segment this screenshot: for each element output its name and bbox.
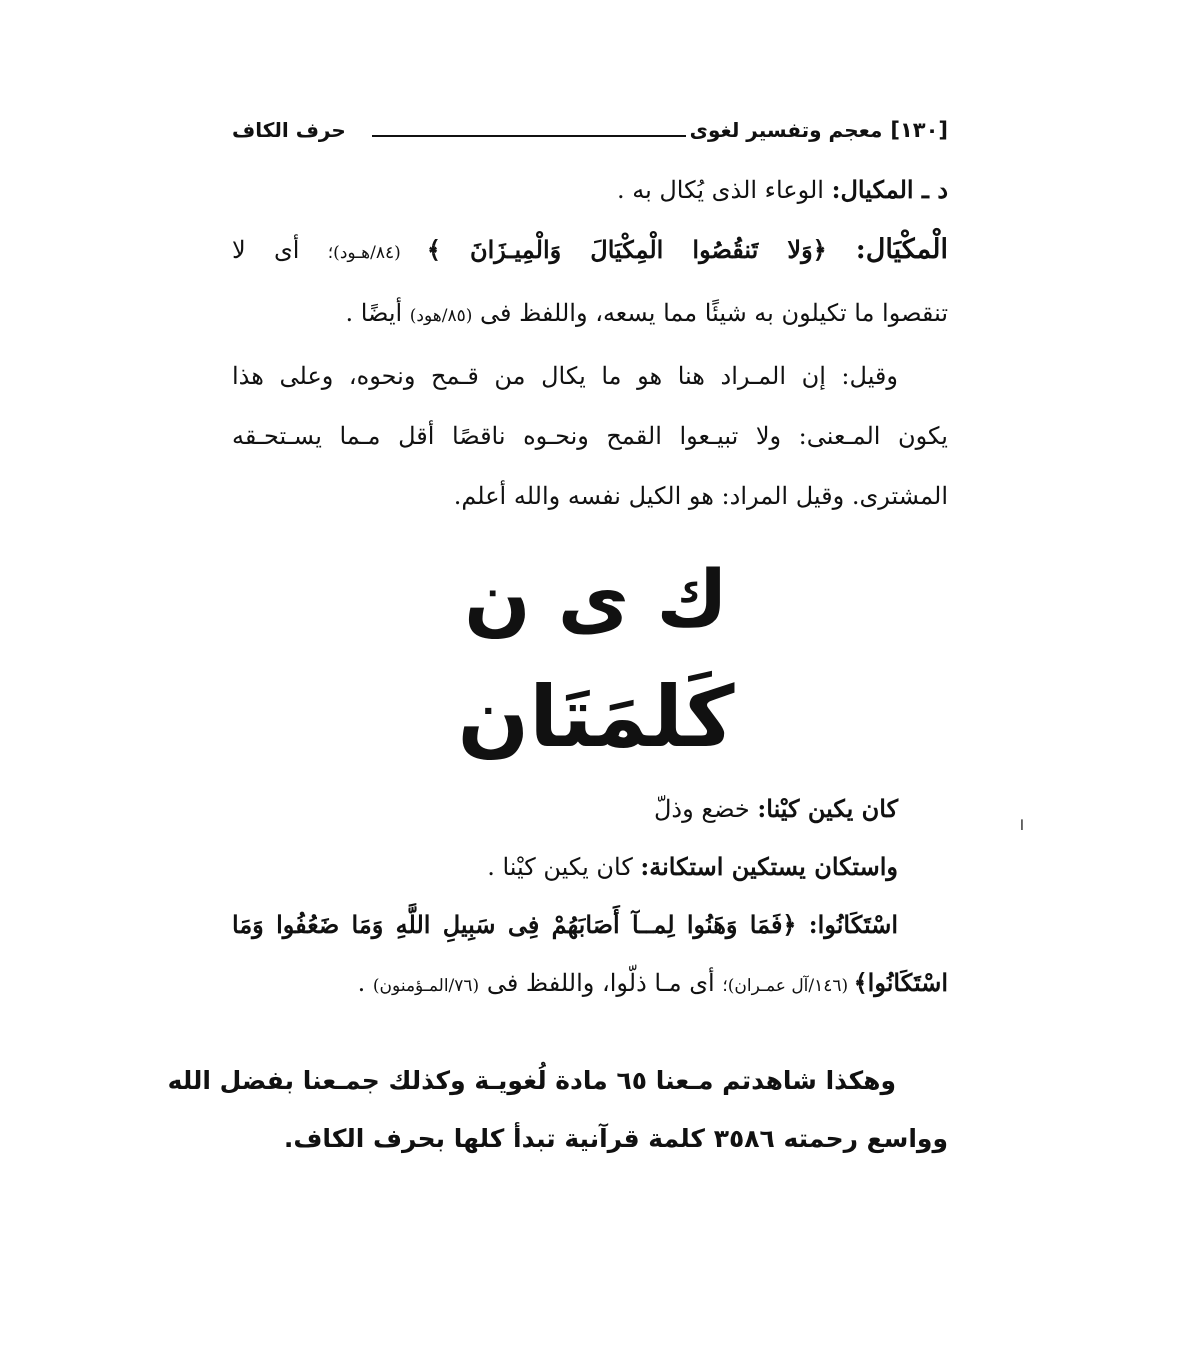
closing-line-1: وهكذا شاهدتم مـعنا ٦٥ مادة لُغويـة وكذلك جمـعنا بفضل الله [167, 1066, 896, 1095]
line-text: أى مـا ذلّوا، واللفظ فى [479, 969, 723, 997]
section-title: حرف الكاف [232, 118, 346, 142]
verse-reference: (٧٦/المـؤمنون) [372, 976, 480, 996]
headword: الْمكْيَال: [855, 234, 948, 265]
line-end: أى لا [232, 236, 328, 264]
mikyal-line-5: المشترى. وقيل المراد: هو الكيل نفسه والله أعلم. [453, 482, 948, 510]
book-title: معجم وتفسير لغوى [689, 118, 883, 142]
header-rule [372, 123, 686, 137]
line-end: . [357, 969, 373, 997]
sub-text: الوعاء الذى يُكال به . [616, 176, 832, 204]
verse-reference: (١٤٦/آل عمـران)؛ [722, 976, 854, 996]
quran-verse: اسْتَكَانُوا﴾ [853, 968, 948, 997]
quran-verse: ﴿فَمَا وَهَنُوا لِمــآ أَصَابَهُمْ فِى سَبِيلِ اللَّهِ وَمَا ضَعُفُوا وَمَا [232, 910, 809, 939]
kyn-line-4 [232, 954, 948, 1015]
definition: خضع وذلّ [653, 795, 758, 823]
entry-kyn [232, 780, 948, 1015]
margin-mark: ا [1020, 818, 1024, 834]
closing-line-2: وواسع رحمته ٣٥٨٦ كلمة قرآنية تبدأ كلها بحرف الكاف. [283, 1124, 948, 1153]
mikyal-line-2 [232, 283, 948, 346]
entry-mikyal [232, 160, 948, 526]
running-header [232, 110, 948, 150]
sub-label: د ـ المكيال: [831, 175, 948, 204]
definition: كان يكين كيْنا . [487, 853, 641, 881]
headword: اسْتَكَانُوا: [808, 910, 898, 939]
kyn-line-2 [232, 838, 948, 896]
verse-reference: (٨٤/هـود)؛ [327, 243, 427, 263]
headword: كان يكين كيْنا: [757, 794, 898, 823]
kyn-line-3 [232, 896, 948, 954]
mikyal-definition-line [232, 160, 948, 220]
mikyal-verse-line [232, 220, 948, 283]
mikyal-line-3: وقيل: إن المـراد هنا هو ما يكال من قـمح ونحوه، وعلى هذا [232, 362, 898, 390]
line-text: تنقصوا ما تكيلون به شيئًا مما يسعه، واللفظ فى [472, 299, 948, 327]
quran-verse: ﴿وَلا تَنقُصُوا الْمِكْيَالَ وَالْمِيـزَانَ ﴾ [426, 235, 856, 264]
line-end: أيضًا . [345, 299, 410, 327]
root-word-count: كَلمَتَان [457, 668, 735, 766]
root-letters: ك ى ن [464, 555, 728, 645]
verse-reference: (٨٥/هود) [409, 306, 473, 326]
closing-summary [167, 1052, 948, 1168]
page-number: [١٣٠] [890, 118, 948, 142]
kyn-line-1 [232, 780, 948, 838]
mikyal-line-4: يكون المـعنى: ولا تبيـعوا القمح ونحـوه ناقصًا أقل مـما يسـتحـقه [232, 422, 948, 450]
headword: واستكان يستكين استكانة: [640, 852, 898, 881]
